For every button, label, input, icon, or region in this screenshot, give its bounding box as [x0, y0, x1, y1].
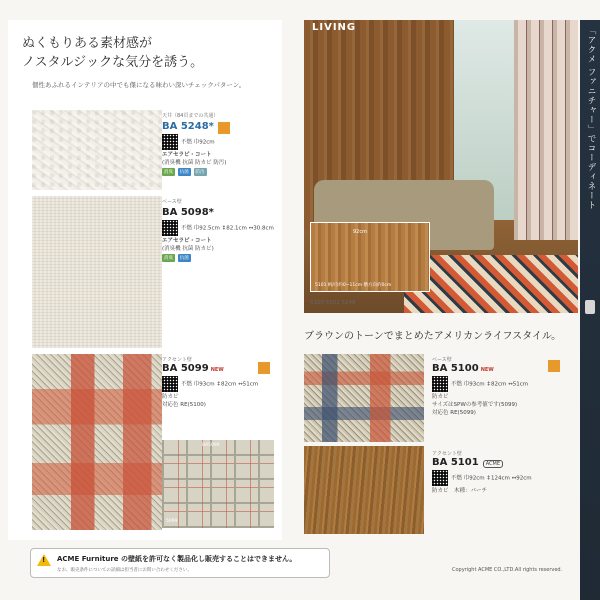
living-label: LIVING	[312, 22, 357, 33]
acme-logo-icon: ACME	[483, 460, 503, 468]
spec-coordinate: 対応色 RE(5100)	[162, 402, 206, 408]
spec-5101	[432, 450, 572, 494]
swatch-5101	[304, 446, 424, 534]
qr-code-icon	[432, 470, 448, 486]
spec-feature: エアセラピ・コート	[162, 238, 212, 244]
spec-tag: アクセント壁	[432, 451, 462, 457]
spec-note: サイズはSPWの参考値です(5099)	[432, 402, 518, 408]
inset-dimension: 92cm	[353, 229, 367, 235]
spec-size: 不燃 巾92cm	[181, 139, 215, 146]
page-tab-icon	[585, 300, 595, 314]
spec-size: 不燃 巾93cm ↕82cm ↔51cm	[451, 381, 529, 388]
swatch-5248	[32, 110, 162, 190]
spec-tag: ベース壁	[432, 357, 452, 363]
badge-antibacterial: 抗菌	[179, 256, 189, 261]
warning-notice	[30, 548, 330, 578]
spec-wood-type: 木種：バーチ	[454, 488, 488, 494]
badge-deodorize: 消臭	[164, 170, 173, 175]
plaid-wall	[514, 20, 578, 240]
photo-codes: 5100 5101 5248	[310, 300, 356, 306]
side-band-text: 「アクメ ファニチャー」でコーディネート	[586, 26, 596, 211]
inset-caption: 5101 柄/巾約0~11cm 横方向約0cm	[315, 283, 392, 288]
badge-antifouling: 防汚	[195, 170, 205, 175]
qr-code-icon	[432, 376, 448, 392]
spec-tag: アクセント壁	[162, 357, 192, 363]
spec-feature-detail: (消臭機 抗菌 防カビ)	[162, 246, 214, 252]
spec-5098	[162, 198, 274, 262]
spec-feature: 防カビ	[162, 394, 179, 400]
spec-size: 不燃 巾93cm ↕82cm ↔51cm	[181, 381, 259, 388]
product-code: BA 5099	[162, 363, 209, 374]
headline-line-1: ぬくもりある素材感が	[22, 36, 153, 51]
plaid-inset-label: BA5099	[202, 443, 220, 448]
product-code: BA 5100	[432, 363, 479, 374]
warning-symbol: !	[42, 556, 46, 564]
left-headline	[22, 34, 203, 72]
spec-size: 不燃 巾92cm ↕124cm ↔92cm	[451, 475, 532, 482]
badge-antibacterial: 抗菌	[179, 170, 189, 175]
wood-sample-inset	[310, 222, 430, 292]
eco-mark-icon	[258, 362, 270, 374]
plaid-sample	[162, 440, 274, 528]
spec-feature: 防カビ	[432, 394, 449, 400]
plaid-label: 5099	[166, 519, 178, 524]
new-badge: NEW	[480, 367, 494, 373]
spec-tag: 天井（84頁までの共通）	[162, 113, 219, 119]
qr-code-icon	[162, 376, 178, 392]
badge-deodorize: 消臭	[164, 256, 173, 261]
swatch-5099	[32, 354, 162, 530]
eco-mark-icon	[548, 360, 560, 372]
right-headline: ブラウンのトーンでまとめたアメリカンライフスタイル。	[304, 331, 562, 342]
qr-code-icon	[162, 220, 178, 236]
warning-subtext: なお、販売条件についての詳細は担当者にお問い合わせください。	[57, 568, 192, 573]
product-code: BA 5101	[432, 457, 479, 468]
swatch-5100	[304, 354, 424, 442]
swatch-5098	[32, 196, 162, 348]
left-subline: 個性あふれるインテリアの中でも傑になる味わい深いチェックパターン。	[32, 81, 246, 89]
product-code: BA 5098*	[162, 207, 214, 218]
qr-code-icon	[162, 134, 178, 150]
eco-mark-icon	[218, 122, 230, 134]
spec-size: 不燃 巾92.5cm ↕82.1cm ↔30.8cm	[181, 225, 274, 232]
spec-tag: ベース壁	[162, 199, 182, 205]
headline-line-2: ノスタルジックな気分を誘う。	[22, 55, 204, 70]
spec-feature: エアセラピ・コート	[162, 152, 212, 158]
spec-coordinate: 対応色 RE(5099)	[432, 410, 476, 416]
spec-feature-detail: (消臭機 抗菌 防カビ 防汚)	[162, 160, 227, 166]
product-code: BA 5248*	[162, 121, 214, 132]
rug	[404, 255, 578, 313]
warning-text: ACME Furniture の壁紙を許可なく製品化し販売することはできません。	[57, 555, 297, 563]
copyright: Copyright ACME CO.,LTD.All rights reserved.	[452, 567, 563, 573]
warning-icon	[37, 554, 51, 566]
new-badge: NEW	[210, 367, 224, 373]
spec-feature: 防カビ	[432, 488, 449, 494]
